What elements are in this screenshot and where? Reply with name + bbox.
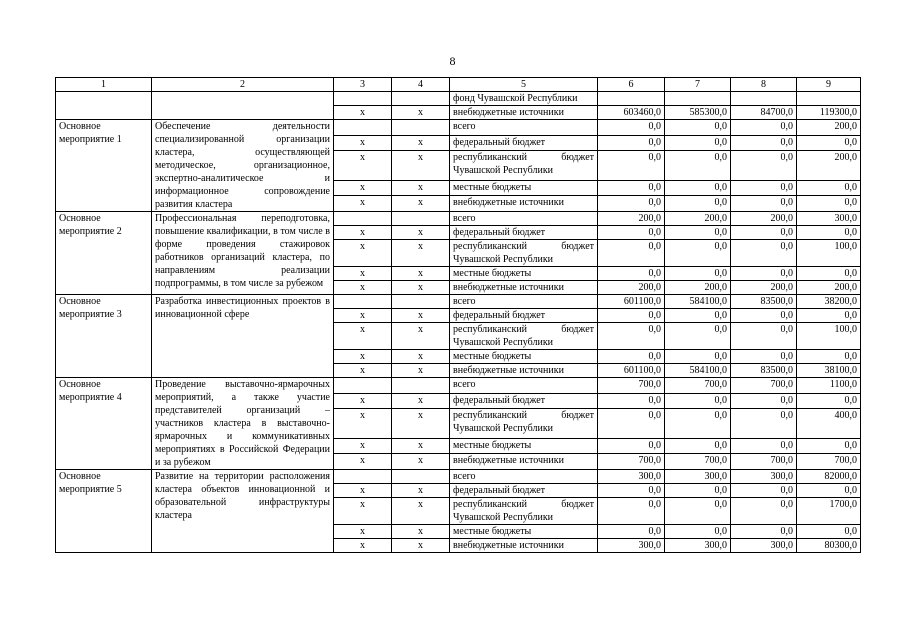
budget-table <box>55 77 861 553</box>
amount-cell: 0,0 <box>598 409 665 439</box>
funding-source: местные бюджеты <box>450 438 598 454</box>
amount-cell: 119300,0 <box>797 106 861 120</box>
amount-cell: 700,0 <box>665 454 731 470</box>
amount-cell: 0,0 <box>797 267 861 281</box>
header-cell: 7 <box>665 78 731 92</box>
col3-cell: х <box>334 323 392 350</box>
amount-cell: 0,0 <box>731 309 797 323</box>
amount-cell: 0,0 <box>797 350 861 364</box>
amount-cell: 0,0 <box>598 226 665 240</box>
col4-cell: х <box>392 393 450 409</box>
table-body <box>56 92 861 553</box>
amount-cell: 700,0 <box>665 378 731 394</box>
funding-source: внебюджетные источники <box>450 106 598 120</box>
col3-cell: х <box>334 484 392 498</box>
header-cell: 6 <box>598 78 665 92</box>
amount-cell: 200,0 <box>598 212 665 226</box>
amount-cell <box>731 92 797 106</box>
col3-cell: х <box>334 409 392 439</box>
amount-cell <box>598 92 665 106</box>
col3-cell: х <box>334 267 392 281</box>
col3-cell: х <box>334 180 392 196</box>
col4-cell: х <box>392 106 450 120</box>
amount-cell: 0,0 <box>598 309 665 323</box>
col3-cell <box>334 120 392 136</box>
activity-description <box>152 92 334 120</box>
amount-cell: 0,0 <box>598 525 665 539</box>
amount-cell: 0,0 <box>598 196 665 212</box>
amount-cell: 300,0 <box>731 539 797 553</box>
col4-cell: х <box>392 525 450 539</box>
amount-cell: 0,0 <box>665 350 731 364</box>
amount-cell: 300,0 <box>598 470 665 484</box>
col3-cell: х <box>334 135 392 151</box>
amount-cell: 700,0 <box>731 378 797 394</box>
col4-cell: х <box>392 438 450 454</box>
amount-cell: 0,0 <box>665 120 731 136</box>
funding-source: внебюджетные источники <box>450 364 598 378</box>
amount-cell: 0,0 <box>665 240 731 267</box>
amount-cell: 0,0 <box>731 240 797 267</box>
funding-source: фонд Чувашской Республики <box>450 92 598 106</box>
activity-name: Основное мероприятие 4 <box>56 378 152 470</box>
amount-cell: 100,0 <box>797 323 861 350</box>
funding-source: федеральный бюджет <box>450 309 598 323</box>
amount-cell: 300,0 <box>797 212 861 226</box>
amount-cell: 0,0 <box>598 135 665 151</box>
funding-source: всего <box>450 212 598 226</box>
amount-cell: 0,0 <box>797 180 861 196</box>
amount-cell: 1100,0 <box>797 378 861 394</box>
funding-source: республиканский бюджет Чувашской Республики <box>450 498 598 525</box>
col4-cell <box>392 470 450 484</box>
funding-source: внебюджетные источники <box>450 196 598 212</box>
col4-cell: х <box>392 180 450 196</box>
amount-cell: 0,0 <box>797 135 861 151</box>
funding-source: всего <box>450 378 598 394</box>
amount-cell: 0,0 <box>731 323 797 350</box>
amount-cell: 0,0 <box>598 350 665 364</box>
amount-cell: 0,0 <box>665 498 731 525</box>
activity-name: Основное мероприятие 2 <box>56 212 152 295</box>
col4-cell: х <box>392 350 450 364</box>
funding-source: республиканский бюджет Чувашской Республики <box>450 151 598 181</box>
table-row <box>56 92 861 106</box>
amount-cell: 0,0 <box>598 484 665 498</box>
amount-cell: 0,0 <box>731 438 797 454</box>
amount-cell: 0,0 <box>731 267 797 281</box>
amount-cell: 200,0 <box>598 281 665 295</box>
amount-cell: 700,0 <box>598 454 665 470</box>
header-cell: 1 <box>56 78 152 92</box>
header-cell: 8 <box>731 78 797 92</box>
amount-cell: 200,0 <box>665 281 731 295</box>
col3-cell: х <box>334 106 392 120</box>
amount-cell: 200,0 <box>797 120 861 136</box>
amount-cell: 601100,0 <box>598 364 665 378</box>
table-row <box>56 470 861 484</box>
header-cell: 5 <box>450 78 598 92</box>
amount-cell: 300,0 <box>731 470 797 484</box>
amount-cell: 300,0 <box>598 539 665 553</box>
col4-cell: х <box>392 309 450 323</box>
funding-source: федеральный бюджет <box>450 484 598 498</box>
amount-cell: 0,0 <box>665 267 731 281</box>
col4-cell: х <box>392 498 450 525</box>
table-row <box>56 120 861 136</box>
col3-cell: х <box>334 438 392 454</box>
col4-cell: х <box>392 323 450 350</box>
amount-cell: 38200,0 <box>797 295 861 309</box>
amount-cell: 0,0 <box>665 525 731 539</box>
col4-cell: х <box>392 281 450 295</box>
funding-source: республиканский бюджет Чувашской Республики <box>450 240 598 267</box>
amount-cell: 0,0 <box>598 120 665 136</box>
header-row <box>56 78 861 92</box>
amount-cell: 0,0 <box>731 226 797 240</box>
col4-cell: х <box>392 151 450 181</box>
activity-name: Основное мероприятие 1 <box>56 120 152 212</box>
col4-cell: х <box>392 267 450 281</box>
amount-cell: 0,0 <box>665 196 731 212</box>
funding-source: местные бюджеты <box>450 350 598 364</box>
col4-cell: х <box>392 454 450 470</box>
funding-source: всего <box>450 295 598 309</box>
amount-cell: 300,0 <box>665 470 731 484</box>
amount-cell: 0,0 <box>731 120 797 136</box>
funding-source: республиканский бюджет Чувашской Республики <box>450 409 598 439</box>
funding-source: местные бюджеты <box>450 267 598 281</box>
activity-description: Профессиональная переподготовка, повышение квалификации, в том числе в форме проведения стажировок работников организаций кластера, по направлениям реализации подпрограммы, в том числе за рубежом <box>152 212 334 295</box>
amount-cell: 1700,0 <box>797 498 861 525</box>
amount-cell: 603460,0 <box>598 106 665 120</box>
amount-cell: 0,0 <box>731 151 797 181</box>
amount-cell: 400,0 <box>797 409 861 439</box>
amount-cell: 0,0 <box>665 135 731 151</box>
amount-cell: 0,0 <box>665 180 731 196</box>
amount-cell: 0,0 <box>797 226 861 240</box>
amount-cell: 0,0 <box>598 393 665 409</box>
amount-cell: 100,0 <box>797 240 861 267</box>
col3-cell <box>334 92 392 106</box>
col4-cell: х <box>392 409 450 439</box>
amount-cell: 0,0 <box>731 498 797 525</box>
col4-cell: х <box>392 135 450 151</box>
amount-cell: 80300,0 <box>797 539 861 553</box>
funding-source: местные бюджеты <box>450 180 598 196</box>
funding-source: федеральный бюджет <box>450 135 598 151</box>
activity-name: Основное мероприятие 5 <box>56 470 152 553</box>
amount-cell: 200,0 <box>731 281 797 295</box>
amount-cell: 0,0 <box>797 484 861 498</box>
amount-cell: 0,0 <box>665 323 731 350</box>
col3-cell: х <box>334 393 392 409</box>
funding-source: внебюджетные источники <box>450 281 598 295</box>
amount-cell: 0,0 <box>665 484 731 498</box>
amount-cell: 83500,0 <box>731 295 797 309</box>
activity-description: Обеспечение деятельности специализированной организации кластера, осуществляющей методическое, организационное, экспертно-аналитическое и информационное сопровождение развития кластера <box>152 120 334 212</box>
amount-cell: 200,0 <box>665 212 731 226</box>
col4-cell: х <box>392 240 450 267</box>
page-number: 8 <box>449 54 456 68</box>
amount-cell: 700,0 <box>797 454 861 470</box>
amount-cell: 0,0 <box>797 525 861 539</box>
activity-description: Разработка инвестиционных проектов в инновационной сфере <box>152 295 334 378</box>
amount-cell: 0,0 <box>731 350 797 364</box>
amount-cell: 584100,0 <box>665 364 731 378</box>
table-row <box>56 212 861 226</box>
funding-source: всего <box>450 120 598 136</box>
amount-cell: 0,0 <box>731 180 797 196</box>
amount-cell: 0,0 <box>731 135 797 151</box>
col4-cell: х <box>392 196 450 212</box>
col4-cell <box>392 212 450 226</box>
col3-cell <box>334 378 392 394</box>
amount-cell: 601100,0 <box>598 295 665 309</box>
amount-cell: 700,0 <box>598 378 665 394</box>
activity-description: Развитие на территории расположения кластера объектов инновационной и образовательной инфраструктуры кластера <box>152 470 334 553</box>
amount-cell: 82000,0 <box>797 470 861 484</box>
funding-source: местные бюджеты <box>450 525 598 539</box>
amount-cell: 200,0 <box>797 281 861 295</box>
activity-description: Проведение выставочно-ярмарочных мероприятий, а также участие представителей организаций – участников кластера в выставочно-ярмарочных и коммуникативных мероприятиях в Российской Федерации и за рубежом <box>152 378 334 470</box>
amount-cell <box>797 92 861 106</box>
header-cell: 9 <box>797 78 861 92</box>
amount-cell: 0,0 <box>731 525 797 539</box>
col3-cell: х <box>334 539 392 553</box>
col3-cell: х <box>334 226 392 240</box>
amount-cell: 0,0 <box>665 151 731 181</box>
header-cell: 2 <box>152 78 334 92</box>
col4-cell: х <box>392 539 450 553</box>
col3-cell: х <box>334 281 392 295</box>
col4-cell <box>392 378 450 394</box>
funding-source: федеральный бюджет <box>450 226 598 240</box>
col3-cell: х <box>334 498 392 525</box>
funding-source: федеральный бюджет <box>450 393 598 409</box>
amount-cell: 0,0 <box>665 226 731 240</box>
amount-cell: 0,0 <box>665 438 731 454</box>
amount-cell: 585300,0 <box>665 106 731 120</box>
col4-cell <box>392 92 450 106</box>
activity-name: Основное мероприятие 3 <box>56 295 152 378</box>
amount-cell: 0,0 <box>598 438 665 454</box>
amount-cell: 0,0 <box>598 151 665 181</box>
amount-cell: 200,0 <box>731 212 797 226</box>
amount-cell: 0,0 <box>665 309 731 323</box>
amount-cell: 0,0 <box>797 438 861 454</box>
amount-cell: 0,0 <box>731 393 797 409</box>
amount-cell: 0,0 <box>598 240 665 267</box>
amount-cell: 0,0 <box>731 409 797 439</box>
funding-source: республиканский бюджет Чувашской Республики <box>450 323 598 350</box>
amount-cell: 0,0 <box>797 309 861 323</box>
col3-cell <box>334 295 392 309</box>
amount-cell: 0,0 <box>797 393 861 409</box>
amount-cell: 84700,0 <box>731 106 797 120</box>
funding-source: внебюджетные источники <box>450 539 598 553</box>
amount-cell: 0,0 <box>665 393 731 409</box>
col3-cell: х <box>334 350 392 364</box>
amount-cell: 300,0 <box>665 539 731 553</box>
header-cell: 4 <box>392 78 450 92</box>
col4-cell <box>392 295 450 309</box>
amount-cell: 200,0 <box>797 151 861 181</box>
amount-cell: 0,0 <box>598 498 665 525</box>
amount-cell <box>665 92 731 106</box>
table-row <box>56 295 861 309</box>
col3-cell <box>334 212 392 226</box>
activity-name <box>56 92 152 120</box>
amount-cell: 0,0 <box>598 323 665 350</box>
funding-source: внебюджетные источники <box>450 454 598 470</box>
amount-cell: 0,0 <box>731 484 797 498</box>
col4-cell: х <box>392 364 450 378</box>
amount-cell: 38100,0 <box>797 364 861 378</box>
amount-cell: 0,0 <box>731 196 797 212</box>
col4-cell <box>392 120 450 136</box>
amount-cell: 584100,0 <box>665 295 731 309</box>
col3-cell: х <box>334 196 392 212</box>
amount-cell: 83500,0 <box>731 364 797 378</box>
col4-cell: х <box>392 226 450 240</box>
col3-cell: х <box>334 240 392 267</box>
col3-cell: х <box>334 151 392 181</box>
amount-cell: 0,0 <box>598 180 665 196</box>
col3-cell: х <box>334 525 392 539</box>
funding-source: всего <box>450 470 598 484</box>
amount-cell: 0,0 <box>598 267 665 281</box>
col4-cell: х <box>392 484 450 498</box>
header-cell: 3 <box>334 78 392 92</box>
table-row <box>56 378 861 394</box>
amount-cell: 0,0 <box>797 196 861 212</box>
col3-cell: х <box>334 364 392 378</box>
amount-cell: 0,0 <box>665 409 731 439</box>
col3-cell: х <box>334 454 392 470</box>
col3-cell <box>334 470 392 484</box>
amount-cell: 700,0 <box>731 454 797 470</box>
col3-cell: х <box>334 309 392 323</box>
